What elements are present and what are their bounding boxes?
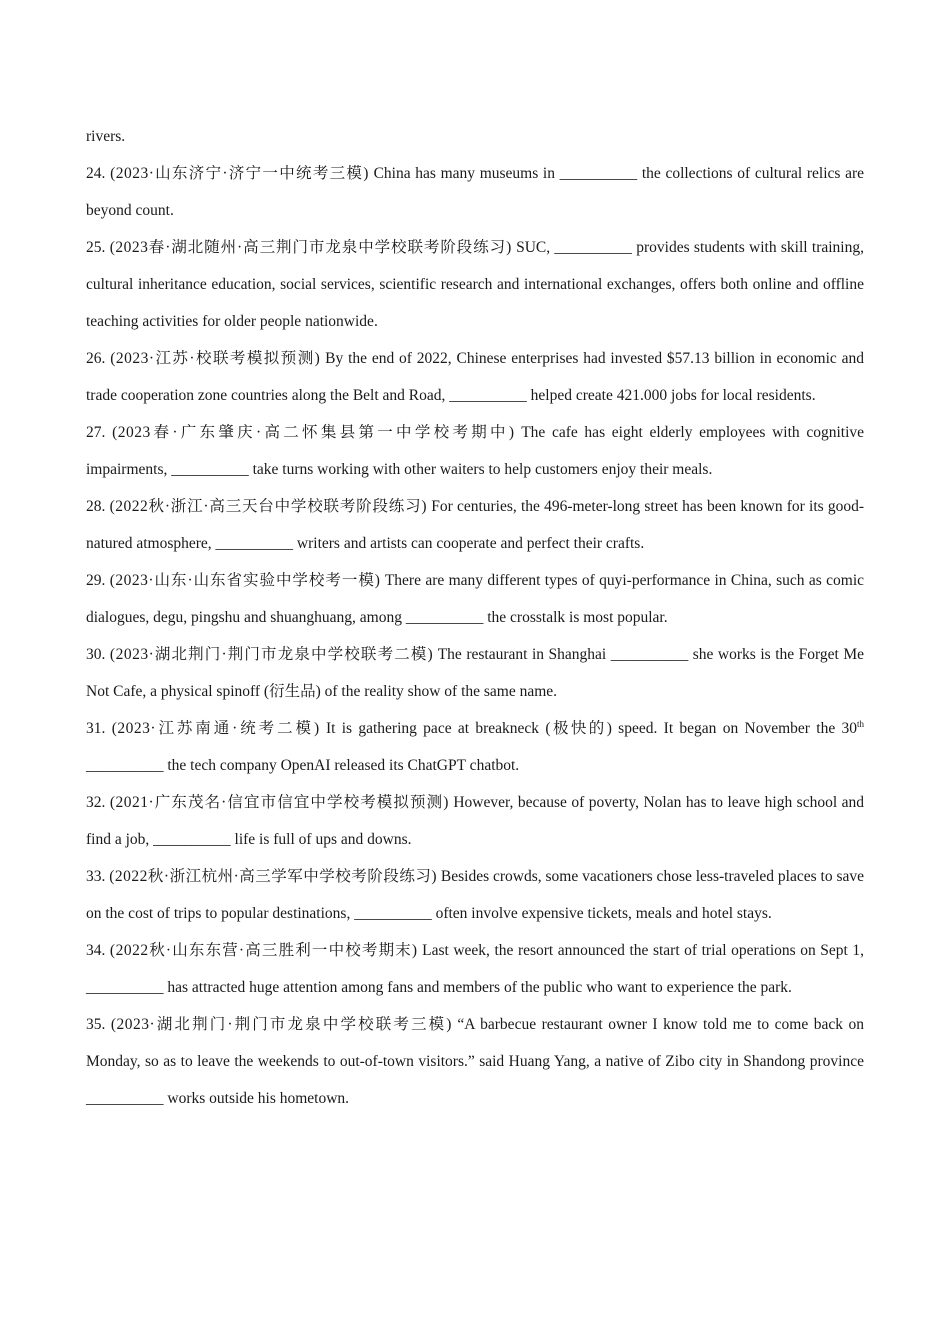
exercise-list xyxy=(86,118,864,1117)
question-source: (2023·湖北荆门·荆门市龙泉中学校联考三模) xyxy=(110,1016,452,1033)
question-30 xyxy=(86,636,864,710)
question-number: 30. xyxy=(86,646,106,663)
question-source: (2023春·湖北随州·高三荆门市龙泉中学校联考阶段练习) xyxy=(109,239,512,256)
question-text: The cafe has eight elderly employees with cognitive impairments, __________ take turns working with other waiters to help customers enjoy their meals. xyxy=(86,424,865,478)
question-source: (2021·广东茂名·信宜市信宜中学校考模拟预测) xyxy=(109,794,449,811)
question-number: 24. xyxy=(86,165,106,182)
question-26 xyxy=(86,340,864,414)
question-source: (2023·江苏·校联考模拟预测) xyxy=(110,350,321,367)
question-27 xyxy=(86,414,864,488)
question-28 xyxy=(86,488,864,562)
question-number: 28. xyxy=(86,498,106,515)
question-33 xyxy=(86,858,864,932)
question-number: 35. xyxy=(86,1016,106,1033)
question-text: China has many museums in __________ the collections of cultural relics are beyond count. xyxy=(86,165,865,219)
question-number: 27. xyxy=(86,424,106,441)
question-32 xyxy=(86,784,864,858)
question-text: “A barbecue restaurant owner I know told me to come back on Monday, so as to leave the weekends to out-of-town visitors.” said Huang Yang, a native of Zibo city in Shandong province __________ works outside his hometown. xyxy=(86,1016,865,1107)
question-text-continued: __________ the tech company OpenAI released its ChatGPT chatbot. xyxy=(86,757,520,774)
question-text: For centuries, the 496-meter-long street has been known for its good-natured atmosphere, __________ writers and artists can cooperate and perfect their crafts. xyxy=(86,498,865,552)
question-text: By the end of 2022, Chinese enterprises had invested $57.13 billion in economic and trade cooperation zone countries along the Belt and Road, __________ helped create 421.000 jobs for local residents. xyxy=(86,350,864,404)
question-source: (2023·江苏南通·统考二模) xyxy=(111,720,320,737)
question-text: It is gathering pace at breakneck (极快的) speed. It began on November the 30 xyxy=(325,720,858,737)
question-text: Besides crowds, some vacationers chose less-traveled places to save on the cost of trips to popular destinations, __________ often involve expensive tickets, meals and hotel stays. xyxy=(86,868,865,922)
question-source: (2022秋·浙江杭州·高三学军中学校考阶段练习) xyxy=(109,868,437,885)
question-source: (2023·山东·山东省实验中学校考一模) xyxy=(109,572,381,589)
ordinal-suffix: th xyxy=(857,718,865,729)
question-text: SUC, __________ provides students with skill training, cultural inheritance education, social services, scientific research and international exchanges, offers both online and offline teaching activities for older people nationwide. xyxy=(86,239,864,330)
question-number: 26. xyxy=(86,350,106,367)
question-source: (2022秋·山东东营·高三胜利一中校考期末) xyxy=(109,942,418,959)
question-text: There are many different types of quyi-performance in China, such as comic dialogues, degu, pingshu and shuanghuang, among __________ the crosstalk is most popular. xyxy=(86,572,865,626)
question-number: 29. xyxy=(86,572,106,589)
question-source: (2023·山东济宁·济宁一中统考三模) xyxy=(110,165,369,182)
question-24 xyxy=(86,155,864,229)
question-number: 34. xyxy=(86,942,106,959)
question-text: Last week, the resort announced the start of trial operations on Sept 1, __________ has attracted huge attention among fans and members of the public who want to experience the park. xyxy=(86,942,865,996)
question-text: However, because of poverty, Nolan has to leave high school and find a job, __________ life is full of ups and downs. xyxy=(86,794,865,848)
question-source: (2023·湖北荆门·荆门市龙泉中学校联考二模) xyxy=(109,646,434,663)
question-number: 32. xyxy=(86,794,106,811)
question-31 xyxy=(86,710,864,784)
question-25 xyxy=(86,229,864,340)
question-34 xyxy=(86,932,864,1006)
question-number: 31. xyxy=(86,720,106,737)
question-35 xyxy=(86,1006,864,1117)
question-29 xyxy=(86,562,864,636)
question-text: The restaurant in Shanghai __________ she works is the Forget Me Not Cafe, a physical spinoff (衍生品) of the reality show of the same name. xyxy=(86,646,865,700)
question-source: (2023春·广东肇庆·高二怀集县第一中学校考期中) xyxy=(112,424,515,441)
question-number: 25. xyxy=(86,239,106,256)
question-number: 33. xyxy=(86,868,106,885)
continued-text: rivers. xyxy=(86,128,126,145)
question-source: (2022秋·浙江·高三天台中学校联考阶段练习) xyxy=(109,498,428,515)
